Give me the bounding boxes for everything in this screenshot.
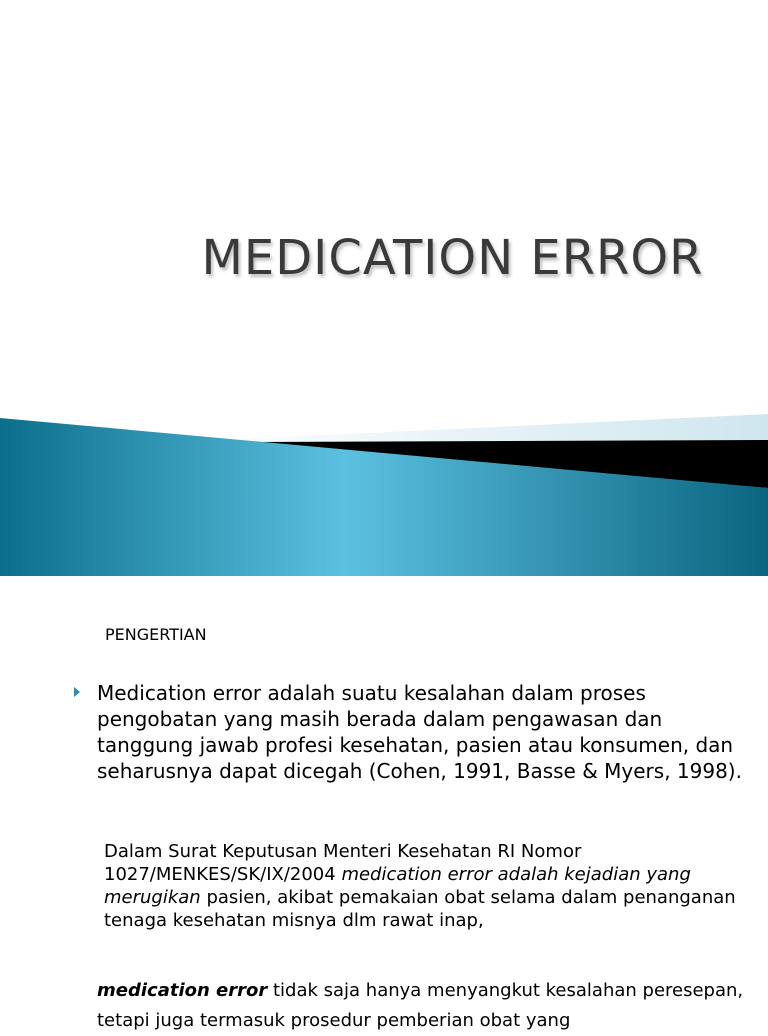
bullet-text: Medication error adalah suatu kesalahan dalam proses pengobatan yang masih berada dalam pengawasan dan tanggung jawab profesi kesehatan, pasien atau konsumen, dan seharusnya dapat dicegah (Cohen, 1991, Basse & Myers, 1998). (97, 681, 742, 783)
paragraph-scope (97, 976, 757, 1036)
paragraph-decree-lead: Dalam Surat Keputusan Menteri Kesehatan RI Nomor 1027/MENKES/SK/IX/2004 (104, 841, 582, 885)
triangle-bullet-icon (74, 687, 80, 697)
paragraph-decree-rest: pasien, akibat pemakaian obat selama dalam penanganan tenaga kesehatan misnya dlm rawat inap, (104, 887, 736, 931)
decorative-banner (0, 400, 768, 576)
paragraph-scope-term: medication error (97, 980, 268, 1001)
paragraph-scope-rest: tidak saja hanya menyangkut kesalahan peresepan, tetapi juga termasuk prosedur pemberian obat yang (97, 980, 744, 1031)
slide-title: MEDICATION ERROR (201, 230, 704, 286)
paragraph-decree (104, 840, 744, 932)
pale-stripe (180, 414, 768, 442)
paragraph-decree-italic: medication error adalah kejadian yang merugikan (104, 864, 691, 908)
section-heading: PENGERTIAN (105, 625, 207, 644)
bullet-item (74, 680, 754, 784)
